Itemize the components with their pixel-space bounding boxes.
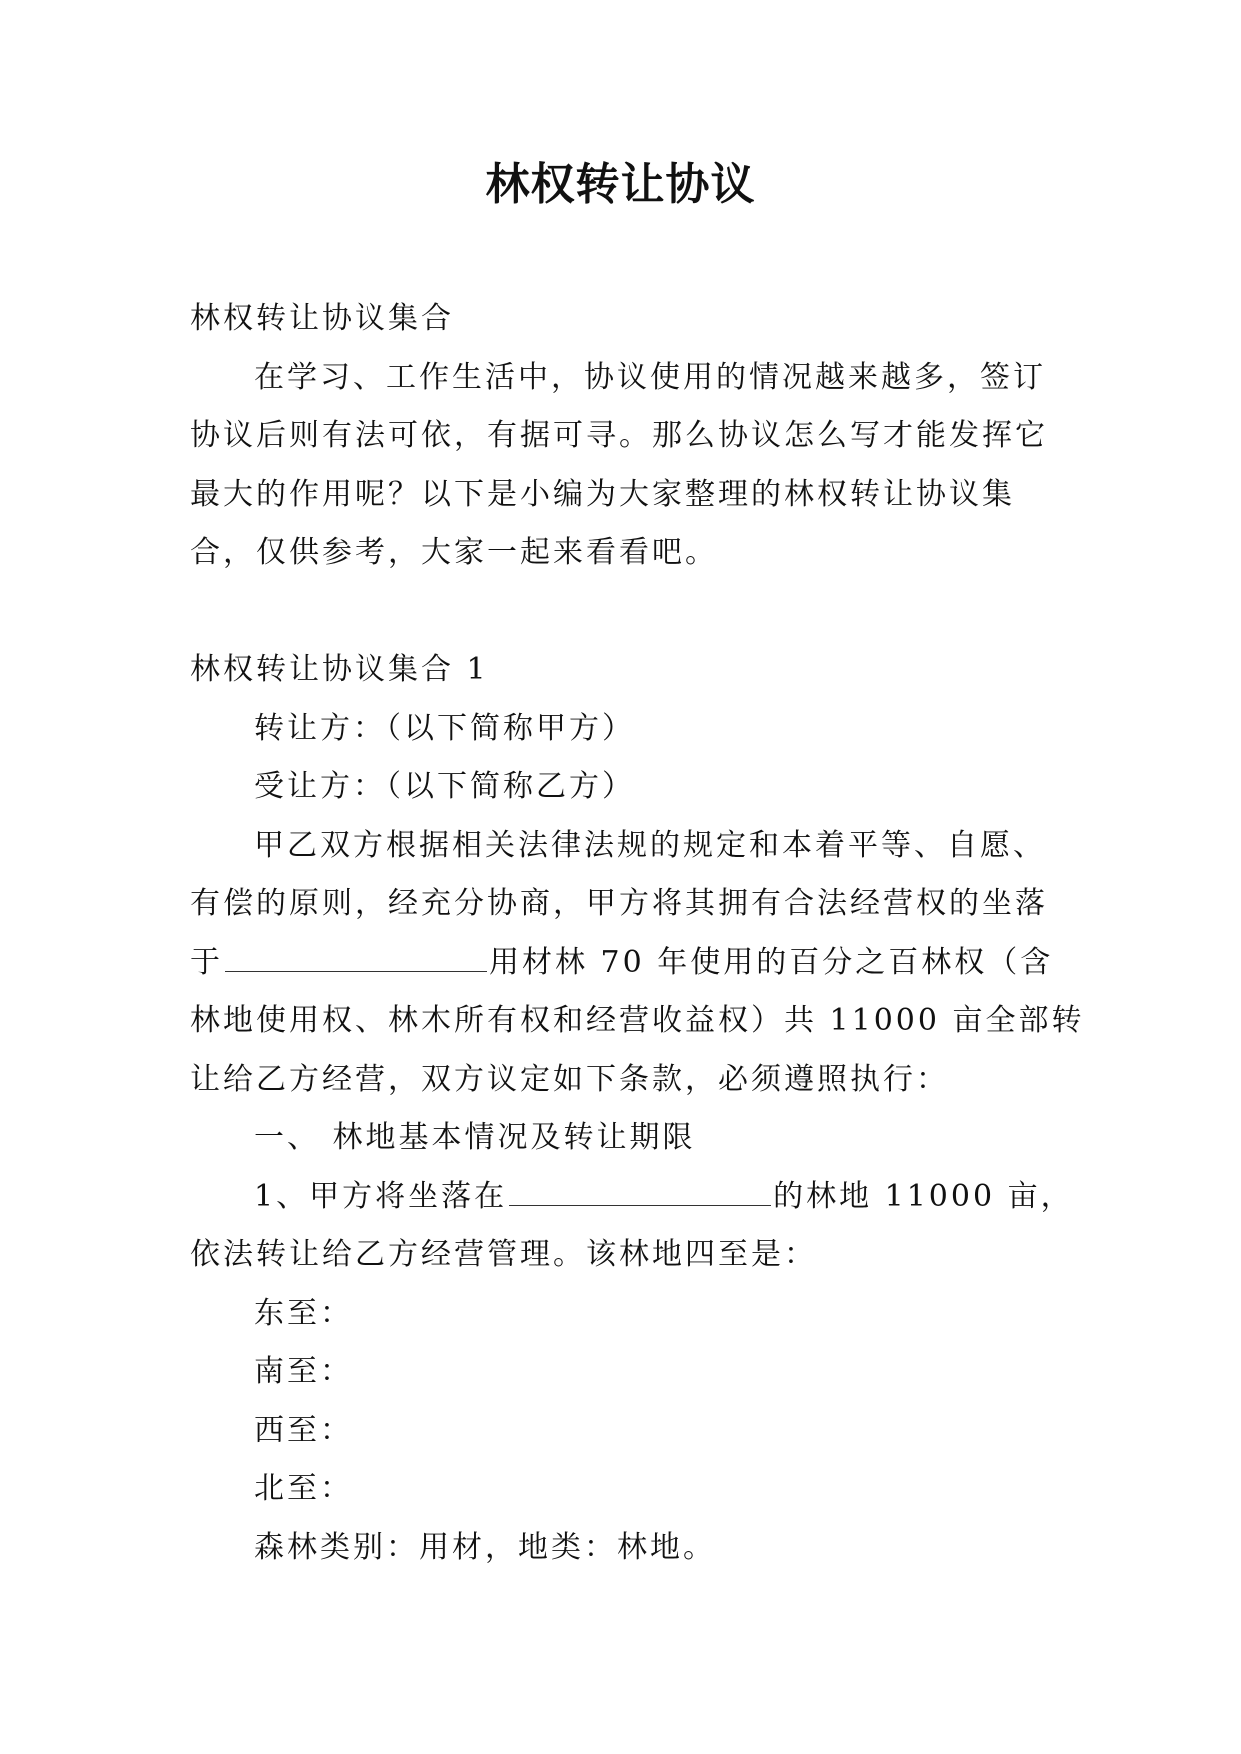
boundary-south: 南至：: [254, 1354, 353, 1389]
boundary-west: 西至：: [254, 1412, 353, 1448]
clause-1-item-1-after: 的林地 11000 亩，: [773, 1178, 1074, 1214]
location-blank-field: [225, 941, 487, 972]
intro-line-2: 协议后则有法可依，有据可寻。那么协议怎么写才能发挥它: [190, 418, 1048, 453]
document-body: [190, 290, 1085, 1577]
clause-1-item-1-line-2: 依法转让给乙方经营管理。该林地四至是：: [190, 1237, 817, 1272]
clause-1-item-1: [190, 1168, 1074, 1227]
clause-1-item-1-before: 1、甲方将坐落在: [254, 1178, 508, 1214]
site-blank-field: [509, 1175, 771, 1206]
document-title: 林权转让协议: [485, 159, 756, 210]
boundary-north: 北至：: [254, 1471, 353, 1506]
transferor-line: 转让方：（以下简称甲方）: [254, 710, 635, 746]
paragraph-gap: [190, 583, 1060, 642]
forest-type-line: 森林类别：用材，地类：林地。: [254, 1529, 716, 1565]
collection-subtitle: 林权转让协议集合: [190, 301, 454, 336]
agreement-line-1: 甲乙双方根据相关法律法规的规定和本着平等、自愿、: [254, 827, 1046, 863]
agreement-line-2: 有偿的原则，经充分协商，甲方将其拥有合法经营权的坐落: [190, 886, 1048, 921]
clause-1-heading: 一、 林地基本情况及转让期限: [254, 1120, 696, 1155]
agreement-line-3: [190, 934, 1060, 993]
agreement-line-3-before: 于: [190, 944, 223, 980]
intro-line-1: 在学习、工作生活中，协议使用的情况越来越多，签订: [254, 359, 1046, 395]
agreement-line-3-after: 用材林 70 年使用的百分之百林权（含: [489, 944, 1054, 980]
section-heading-1: 林权转让协议集合 1: [190, 652, 489, 687]
intro-line-4: 合，仅供参考，大家一起来看看吧。: [190, 535, 718, 570]
intro-line-3: 最大的作用呢？以下是小编为大家整理的林权转让协议集: [190, 476, 1015, 512]
boundary-east: 东至：: [254, 1295, 353, 1331]
transferee-line: 受让方：（以下简称乙方）: [254, 769, 635, 804]
agreement-line-4: 林地使用权、林木所有权和经营收益权）共 11000 亩全部转: [190, 1003, 1085, 1038]
agreement-line-5: 让给乙方经营，双方议定如下条款，必须遵照执行：: [190, 1061, 949, 1097]
